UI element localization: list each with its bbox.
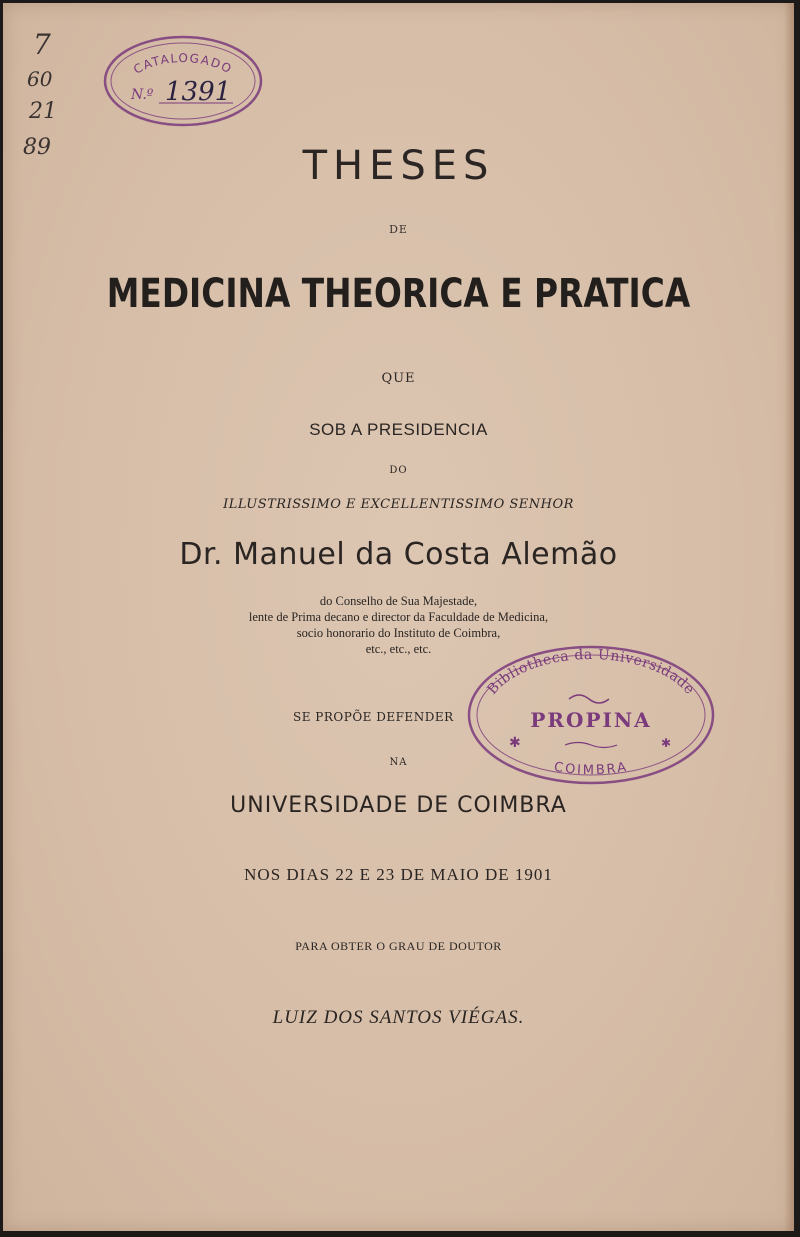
handwritten-mark-4: 89 (23, 135, 51, 160)
star-right-icon: ✱ (661, 736, 672, 750)
president-name: Dr. Manuel da Costa Alemão (179, 537, 618, 572)
catalogado-stamp (101, 33, 265, 129)
bibliotheca-arc-text: Bibliotheca da Universidade (484, 646, 698, 698)
handwritten-mark-2: 60 (27, 67, 53, 91)
star-left-icon: ✱ (509, 735, 521, 751)
text-honorific: ILLUSTRISSIMO E EXCELLENTISSIMO SENHOR (223, 497, 574, 512)
president-desc-line-2: lente de Prima decano e director da Faculdade de Medicina, (248, 610, 549, 624)
defense-dates: NOS DIAS 22 E 23 DE MAIO DE 1901 (244, 865, 553, 884)
text-que: QUE (381, 371, 416, 386)
text-do: DO (389, 465, 408, 476)
title-subject: MEDICINA THEORICA E PRATICA (106, 271, 691, 317)
title-de: DE (389, 223, 408, 236)
title-theses: THESES (302, 143, 495, 189)
text-presidencia: SOB A PRESIDENCIA (309, 420, 488, 439)
bibliotheca-bottom-text: COIMBRA (552, 759, 630, 779)
author-name: LUIZ DOS SANTOS VIÉGAS. (272, 1007, 525, 1028)
text-propoe: SE PROPÕE DEFENDER (293, 710, 454, 724)
catalogado-number: 1391 (165, 77, 232, 107)
handwritten-mark-3: 21 (29, 99, 57, 124)
president-desc-line-1: do Conselho de Sua Majestade, (319, 594, 478, 608)
handwritten-mark-1: 7 (33, 28, 51, 61)
president-desc-line-3: socio honorario do Instituto de Coimbra, (296, 626, 501, 640)
defense-purpose: PARA OBTER O GRAU DE DOUTOR (295, 939, 502, 953)
president-desc-line-4: etc., etc., etc. (365, 642, 432, 656)
catalogado-arc-text: CATALOGADO (131, 51, 235, 77)
bibliotheca-center-text: PROPINA (530, 708, 652, 732)
document-page (3, 3, 794, 1231)
university-name: UNIVERSIDADE DE COIMBRA (230, 793, 567, 818)
catalogado-number-prefix: N.º (131, 87, 154, 103)
text-na: NA (389, 757, 408, 768)
